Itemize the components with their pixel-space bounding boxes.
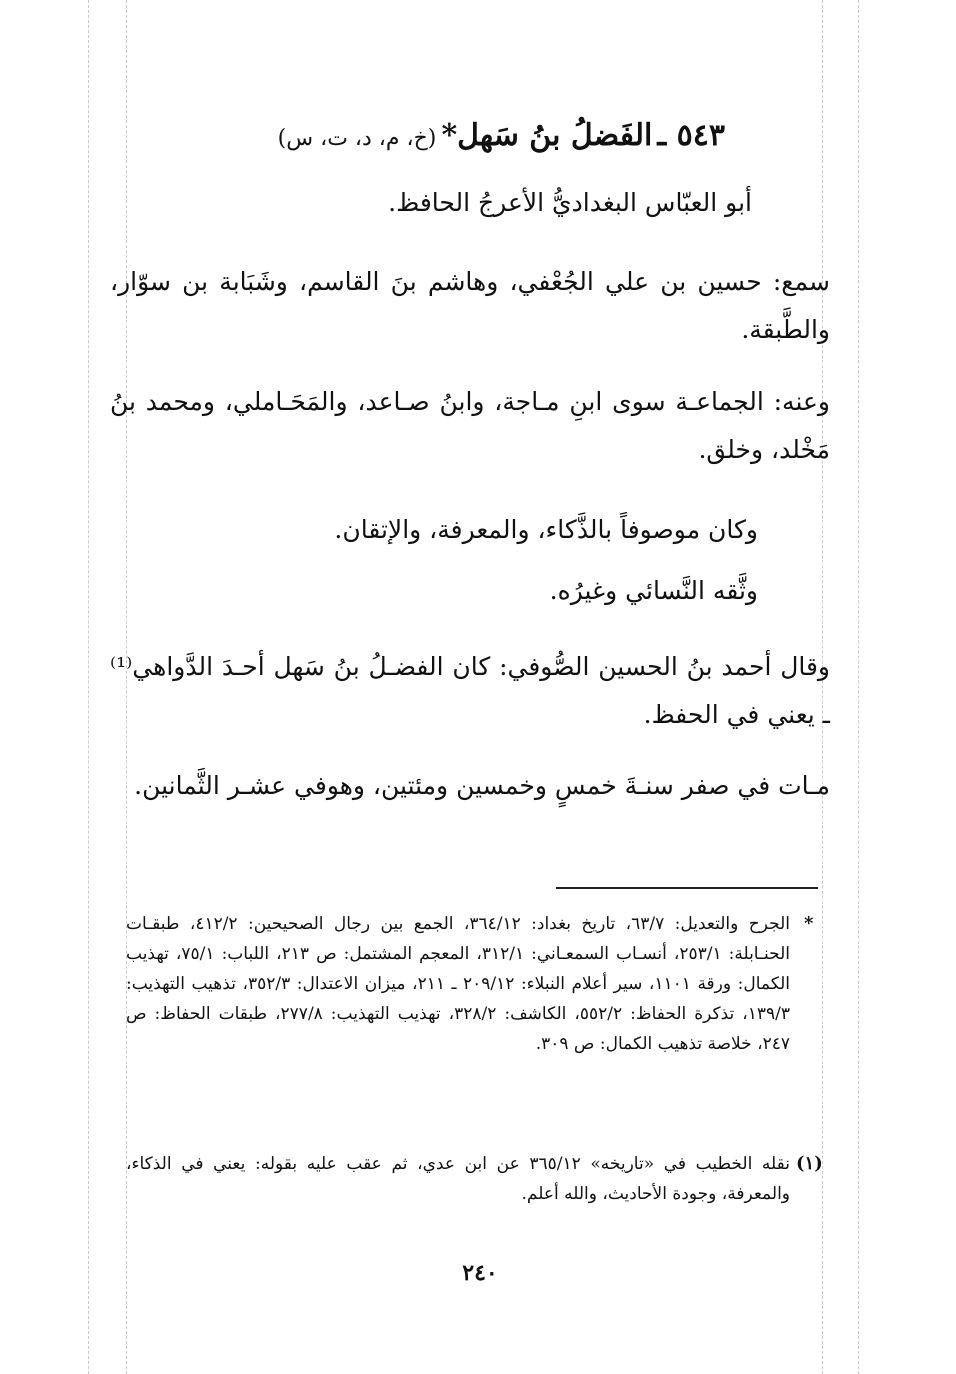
paragraph-death: مـات في صفر سنـةَ خمسٍ وخمسين ومئتين، وهوفي عشـر الثَّمانين. (134, 771, 830, 800)
paragraph-heard-from: سمع: حسين بن علي الجُعْفي، وهاشم بنَ القاسم، وشَبَابة بن سوّار، والطَّبقة. (110, 267, 830, 344)
page-number: ٢٤٠ (462, 1260, 498, 1286)
entry-number: ٥٤٣ ـ (657, 118, 725, 153)
paragraph-description: وكان موصوفاً بالذَّكاء، والمعرفة، والإتقان. (334, 515, 758, 544)
entry-subtitle: أبو العبّاس البغداديُّ الأعرجُ الحافظ. (388, 188, 752, 217)
footnote-sources: الجرح والتعديل: ٦٣/٧، تاريخ بغداد: ٣٦٤/١٢، الجمع بين رجال الصحيحين: ٤١٢/٢، طبقـات الحنـابلة: ٢٥٣/١، أنسـاب السمعـاني: ٣١٢/١، المعجم المشتمل: ص ٢١٣، اللباب: ٧٥/١، تهذيب الكمال: ورقة ١١٠١، سير أعلام النبلاء: ٢٠٩/١٢ ـ ٢١١، ميزان الاعتدال: ٣٥٢/٣، تذهيب التهذيب: ١٣٩/٣، تذكرة الحفاظ: ٥٥٢/٢، الكاشف: ٣٢٨/٢، تهذيب التهذيب: ٢٧٧/٨، طبقات الحفاظ: ص ٢٤٧، خلاصة تذهيب الكمال: ص ٣٠٩. (126, 914, 791, 1054)
paragraph-quote: وقال أحمد بنُ الحسين الصُّوفي: كان الفضـلُ بنُ سَهل أحـدَ الدَّواهي⁽¹⁾ ـ يعني في الحفظ. (110, 652, 830, 729)
entry-symbols: (خ، م، د، ت، س) (277, 126, 437, 151)
entry-name: الفَضلُ بنُ سَهل* (441, 118, 653, 153)
footnote-marker: (١) (796, 1153, 823, 1174)
footnote-divider (556, 887, 818, 889)
paragraph-reliability: وثَّقه النَّسائي وغيرُه. (549, 576, 758, 605)
paragraph-narrators: وعنه: الجماعـة سوى ابنِ مـاجة، وابنُ صـاعد، والمَحَـاملي، ومحمد بنُ مَخْلد، وخلق. (110, 387, 830, 464)
entry-heading (110, 118, 725, 153)
footnote-marker: * (804, 913, 814, 934)
footnote-1: نقله الخطيب في «تاريخه» ٣٦٥/١٢ عن ابن عدي، ثم عقب عليه بقوله: يعني في الذكاء، والمعرفة، وجودة الأحاديث، والله أعلم. (126, 1154, 790, 1204)
scan-guide-line (858, 0, 859, 1374)
scan-guide-line (88, 0, 89, 1374)
